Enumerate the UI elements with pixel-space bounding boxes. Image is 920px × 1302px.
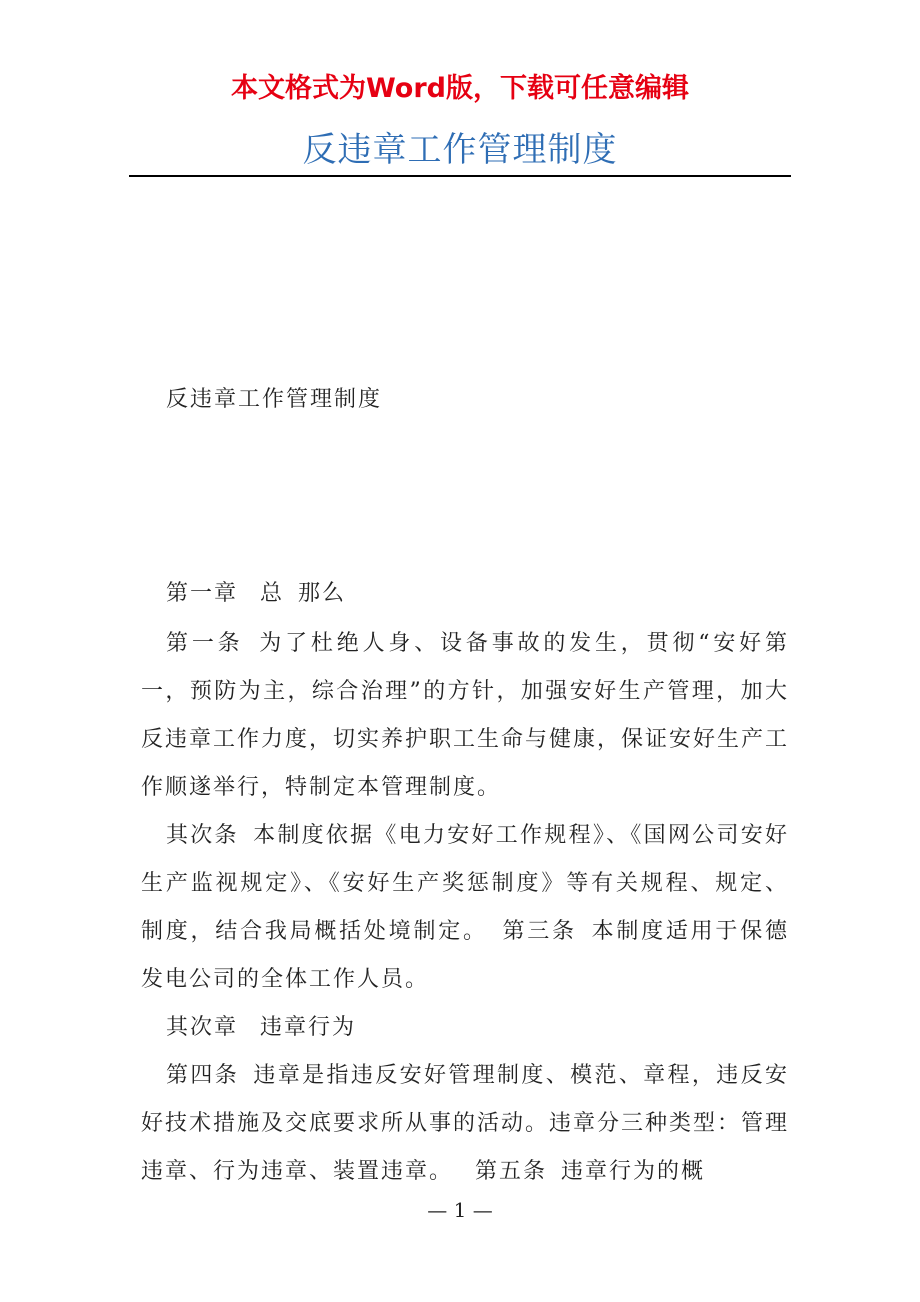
- article-5-text: 违章行为的概: [561, 1159, 706, 1184]
- header-title: 反违章工作管理制度: [302, 130, 618, 170]
- chapter-1-heading: [166, 576, 814, 607]
- chapter-1-name-b: 那么: [298, 581, 347, 606]
- article-4-text: 违章是指违反安好管理制度、模范、章程，违反安好技术措施及交底要求所从事的活动。违章分三种类型：管理违章、行为违章、装置违章。: [141, 1063, 790, 1184]
- article-1-text: 为了杜绝人身、设备事故的发生，贯彻“安好第一，预防为主，综合治理”的方针，加强安好生产管理，加大反违章工作力度，切实养护职工生命与健康，保证安好生产工作顺遂举行，特制定本管理制度。: [141, 631, 790, 800]
- chapter-1-name-a: 总: [260, 581, 285, 606]
- article-4-label: 第四条: [166, 1063, 240, 1088]
- article-3-text: 本制度适用于保德发电公司的全体工作人员。: [141, 919, 789, 992]
- page-number: — 1 —: [427, 1198, 493, 1222]
- article-5-label: 第五条: [475, 1159, 548, 1184]
- article-1-paragraph: [141, 620, 789, 812]
- chapter-1-label: 第一章: [166, 581, 239, 606]
- format-notice: 本文格式为Word版，下载可任意编辑: [230, 73, 689, 104]
- header-divider: [129, 175, 791, 177]
- document-title: 反违章工作管理制度: [166, 387, 383, 412]
- article-4-paragraph: [141, 1052, 789, 1196]
- article-2-text: 本制度依据《电力安好工作规程》、《国网公司安好生产监视规定》、《安好生产奖惩制度》等有关规程、规定、制度，结合我局概括处境制定。: [141, 823, 789, 944]
- article-3-label: 第三条: [501, 919, 577, 944]
- article-1-label: 第一条: [166, 631, 244, 656]
- chapter-2-name: 违章行为: [260, 1015, 357, 1040]
- article-2-paragraph: [141, 812, 789, 1004]
- chapter-2-label: 其次章: [166, 1015, 239, 1040]
- document-body: [141, 620, 789, 1196]
- article-2-label: 其次条: [166, 823, 239, 848]
- chapter-2-heading: [141, 1004, 789, 1052]
